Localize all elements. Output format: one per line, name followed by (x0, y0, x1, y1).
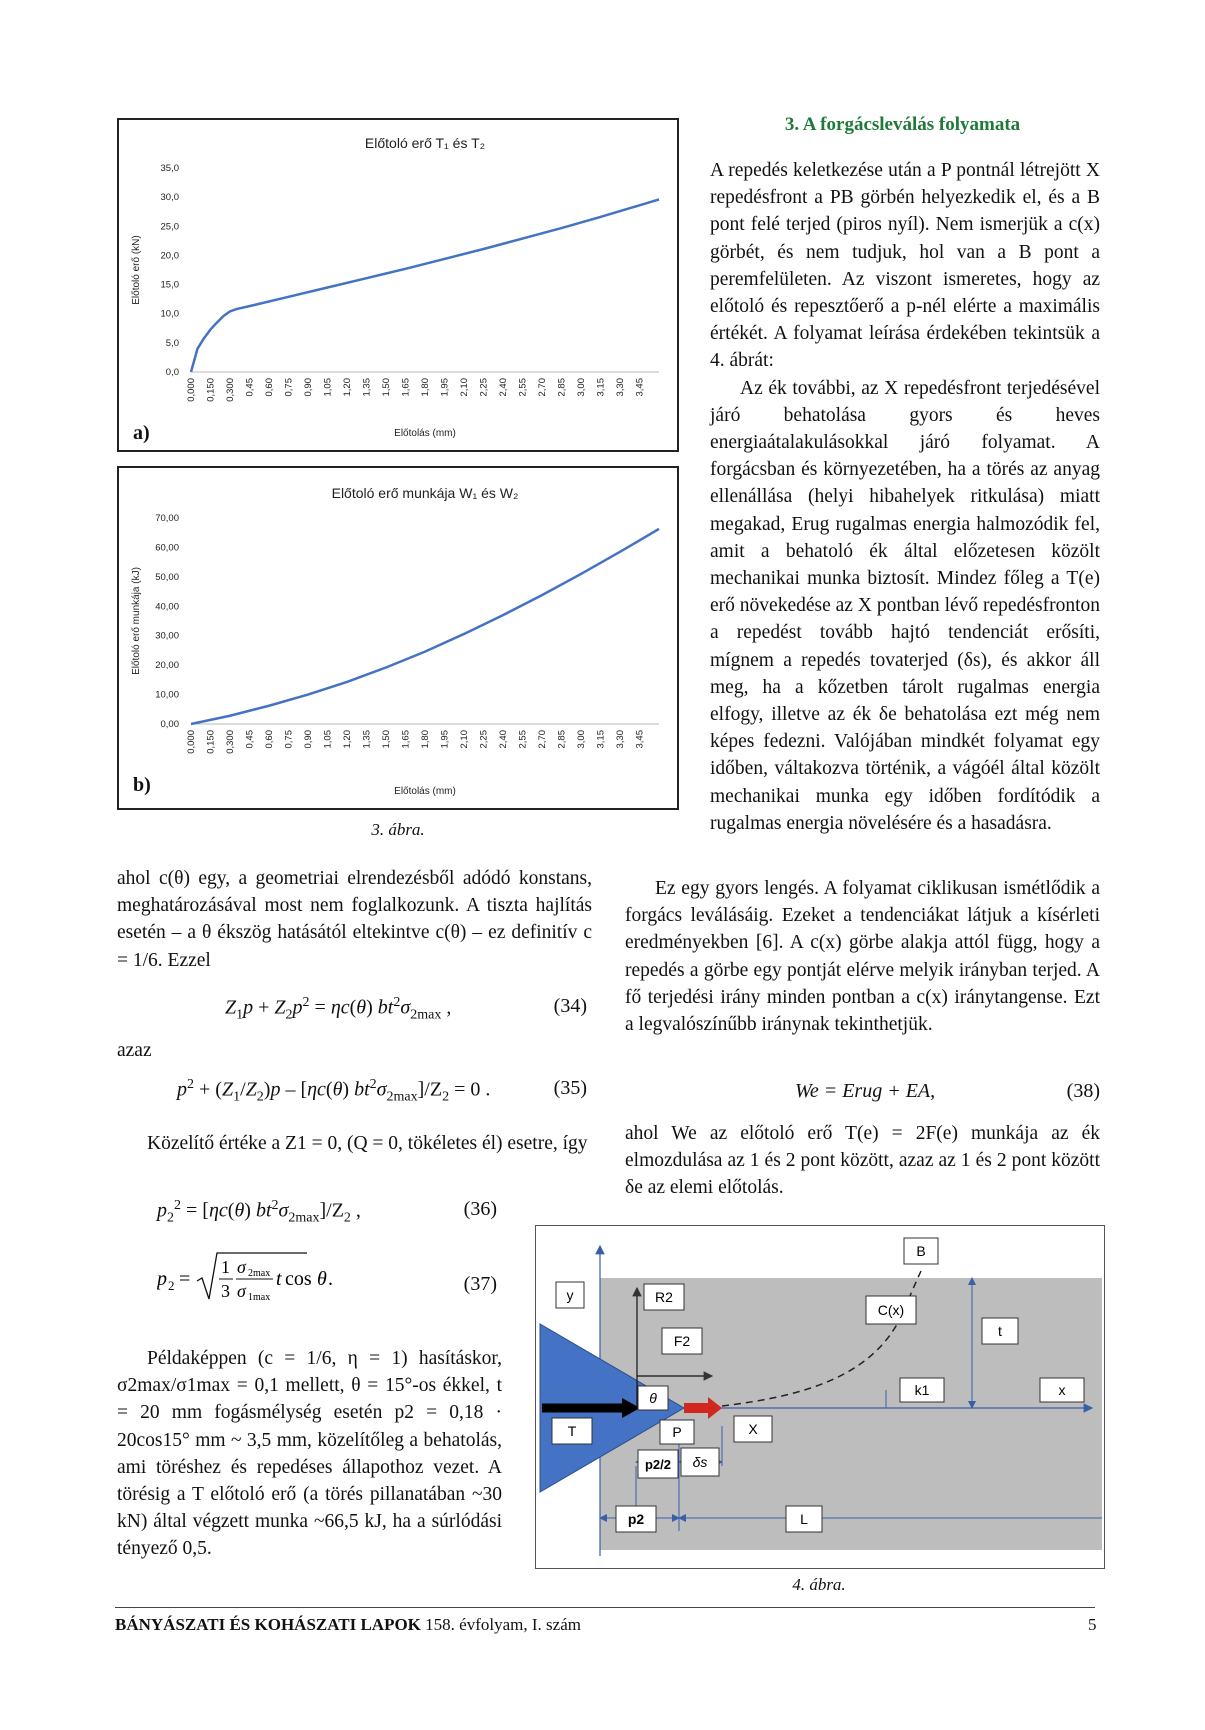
x-tick-label: 1,35 (361, 378, 373, 397)
chart-title: Előtoló erő T₁ és T₂ (364, 135, 486, 151)
section-heading: 3. A forgácsleválás folyamata (784, 114, 1021, 135)
y-tick-label: 25,0 (160, 221, 179, 233)
x-tick-label: 0,60 (264, 378, 275, 397)
x-tick-label: 1,95 (439, 378, 451, 397)
svg-text:2: 2 (168, 1278, 175, 1293)
x-tick-label: 2,40 (498, 378, 509, 397)
x-tick-label: 2,85 (556, 730, 568, 749)
figure-4-diagram (536, 1226, 1104, 1568)
x-tick-label: 1,95 (439, 730, 451, 749)
label-p2half (638, 1450, 678, 1478)
panel-label-a: a) (133, 422, 150, 444)
x-axis-label: Előtolás (mm) (394, 428, 456, 439)
eq35-body: $p^2 + (Z_1/Z_2)p - [\eta c(\theta) bt^2\sigma_{2max}]/Z_2 = 0$ . (177, 1077, 491, 1105)
y-tick-label: 70,00 (155, 513, 179, 524)
svg-text:σ: σ (237, 1281, 246, 1301)
label-k1 (900, 1378, 944, 1402)
y-tick-label: 0,0 (165, 367, 179, 378)
x-tick-label: 2,85 (556, 378, 568, 397)
footer-page-number: 5 (1088, 1615, 1097, 1634)
right-wide-text (625, 875, 1100, 1038)
x-tick-label: 3,45 (634, 730, 646, 749)
label-ds (681, 1448, 719, 1476)
x-tick-label: 2,55 (517, 730, 529, 749)
eq34-body: $Z_1p + Z_2p^2 = \eta c(\theta)$ $bt^2\sigma_{2max}$ , (225, 995, 452, 1023)
x-tick-label: 2,70 (537, 378, 548, 397)
svg-text:1: 1 (221, 1257, 230, 1277)
x-tick-label: 1,65 (400, 730, 412, 749)
footer-journal (115, 1615, 581, 1635)
x-tick-label: 0,60 (264, 730, 275, 749)
svg-text:δs: δs (692, 1454, 708, 1470)
left-paragraph-2-wrap (117, 1130, 592, 1157)
label-P (660, 1420, 694, 1444)
footer-issue: 158. évfolyam, I. szám (425, 1615, 581, 1634)
x-tick-label: 1,20 (342, 730, 353, 749)
x-tick-label: 0,90 (303, 730, 314, 749)
x-tick-label: 0,150 (205, 730, 217, 754)
series-line (191, 199, 659, 372)
x-tick-label: 1,05 (322, 730, 334, 749)
svg-text:t: t (998, 1323, 1002, 1339)
label-t (982, 1318, 1018, 1344)
chart-b (119, 468, 677, 808)
svg-text:L: L (800, 1511, 808, 1527)
y-tick-label: 50,00 (155, 571, 179, 583)
x-tick-label: 0,000 (186, 378, 197, 402)
eq36-number: (36) (463, 1198, 497, 1220)
x-tick-label: 1,35 (361, 730, 373, 749)
svg-text:y: y (566, 1287, 574, 1303)
eq37-body (157, 1247, 407, 1307)
eq37-number: (37) (463, 1273, 497, 1295)
x-tick-label: 3,30 (615, 730, 626, 749)
y-tick-label: 30,0 (160, 192, 179, 204)
svg-text:cos: cos (285, 1268, 312, 1290)
label-F2 (662, 1328, 702, 1354)
x-tick-label: 1,80 (420, 378, 431, 397)
x-tick-label: 2,10 (459, 730, 470, 749)
svg-text:B: B (916, 1243, 926, 1259)
x-tick-label: 0,75 (283, 730, 295, 749)
svg-text:θ: θ (649, 1390, 657, 1406)
label-Cx (866, 1296, 916, 1324)
y-tick-label: 10,0 (160, 308, 179, 320)
x-tick-label: 1,50 (381, 378, 392, 397)
x-tick-label: 1,65 (400, 378, 412, 397)
left-paragraph-1: ahol c(θ) egy, a geometriai elrendezésből adódó konstans, meghatározásával most nem foglalkozunk. A tiszta hajlítás esetén – a θ ékszög hatásától eltekintve c(θ) – ez definitív c = 1/6. Ezzel (117, 868, 592, 971)
y-tick-label: 30,00 (155, 630, 179, 642)
x-tick-label: 3,00 (576, 730, 587, 749)
label-T (552, 1418, 592, 1444)
svg-text:k1: k1 (914, 1382, 930, 1398)
label-X (734, 1416, 772, 1442)
right-paragraph-3: Ez egy gyors lengés. A folyamat ciklikusan ismétlődik a forgács leválásáig. Ezeket a tendenciákat látjuk a kísérleti eredményekben [6]. A c(x) görbe alakja attól függ, hogy a repedés a görbe egy pontját elérve melyik irányban terjed. A fő terjedési irány minden pontban a c(x) iránytangense. Ezt a legvalószínűbb iránynak tekinthetjük. (625, 878, 1100, 1036)
right-column-text (710, 157, 1100, 837)
x-tick-label: 1,80 (420, 730, 431, 749)
fig3-caption: 3. ábra. (371, 820, 425, 839)
svg-text:2max: 2max (248, 1268, 271, 1279)
crack-arrow (684, 1403, 710, 1413)
x-tick-label: 2,55 (517, 378, 529, 397)
series-line (191, 529, 659, 724)
svg-text:p2/2: p2/2 (644, 1457, 672, 1472)
svg-text:C(x): C(x) (877, 1302, 905, 1318)
panel-label-b: b) (133, 774, 151, 796)
svg-text:1max: 1max (248, 1292, 271, 1303)
svg-text:=: = (179, 1268, 191, 1290)
y-tick-label: 15,0 (160, 279, 179, 291)
label-theta (638, 1386, 668, 1410)
equation-37 (117, 1255, 497, 1315)
right-paragraph-4: ahol We az előtoló erő T(e) = 2F(e) munkája az ék elmozdulása az 1 és 2 pont között, azaz az 1 és 2 pont között δe az elemi előtolás. (625, 1123, 1100, 1199)
chart-a (119, 120, 677, 450)
svg-text:P: P (672, 1424, 682, 1440)
y-tick-label: 10,00 (155, 689, 179, 701)
x-tick-label: 0,45 (244, 378, 256, 397)
x-tick-label: 0,45 (244, 730, 256, 749)
svg-text:3: 3 (221, 1281, 230, 1301)
svg-text:p: p (157, 1268, 167, 1290)
x-tick-label: 2,10 (459, 378, 470, 397)
right-paragraph-1: A repedés keletkezése után a P pontnál létrejött X repedésfront a PB görbén helyezkedik el, és a B pont felé terjed (piros nyíl). Nem ismerjük a c(x) görbét, és nem tudjuk, hol van a B pont a peremfelületen. Az viszont ismeretes, hogy az előtoló és repesztőerő a p-nél elérte a maximális értékét. A folyamat leírása érdekében tekintsük a 4. ábrát: (710, 160, 1100, 372)
x-tick-label: 3,15 (595, 378, 607, 397)
svg-text:σ: σ (237, 1257, 246, 1277)
x-tick-label: 1,20 (342, 378, 353, 397)
fig4-caption: 4. ábra. (792, 1575, 846, 1594)
chart-title: Előtoló erő munkája W₁ és W₂ (331, 485, 519, 501)
left-paragraph-3: Példaképpen (c = 1/6, η = 1) hasításkor, σ2max/σ1max = 0,1 mellett, θ = 15°-os ékkel, t = 20 mm fogásmélység esetén p2 = 0,18 · 20cos15° mm ~ 3,5 mm, közelítőleg a behatolás, ami töréshez és repedéses állapothoz vezet. A törésig a T előtoló erő (a törés pillanatában ~30 kN) által végzett munka ~66,5 kJ, ha a súrlódási tényező 0,5. (117, 1348, 502, 1560)
chart-b-frame (117, 466, 679, 810)
y-tick-label: 5,0 (165, 337, 179, 349)
label-B (904, 1238, 938, 1264)
chart-a-frame (117, 118, 679, 452)
label-x (1040, 1378, 1084, 1402)
svg-text:p2: p2 (627, 1511, 645, 1527)
eq34-number: (34) (553, 995, 587, 1017)
y-tick-label: 0,00 (160, 719, 179, 730)
left-paragraph-3-wrap (117, 1345, 502, 1563)
label-y (556, 1282, 584, 1308)
x-tick-label: 3,00 (576, 378, 587, 397)
rock-region (600, 1278, 1102, 1550)
x-tick-label: 0,000 (186, 730, 197, 754)
y-tick-label: 20,00 (155, 660, 179, 672)
footer-rule (115, 1607, 1095, 1608)
x-tick-label: 0,90 (303, 378, 314, 397)
y-tick-label: 20,0 (160, 250, 179, 262)
svg-text:θ: θ (317, 1268, 327, 1290)
x-tick-label: 2,25 (478, 378, 490, 397)
right-paragraph-2: Az ék további, az X repedésfront terjedésével járó behatolása gyors és heves energiaátalakulásokkal járó folyamat. A forgácsban és környezetében, ha a törés az anyag ellenállása (helyi hibahelyek ritkulása) miatt megakad, Erug rugalmas energia halmozódik fel, amit a behatoló ék által előzetesen közölt mechanikai munka biztosít. Mindez főleg a T(e) erő növekedése az X pontban lévő repedésfronton a repedést tovább hajtó tendenciát erősíti, mígnem a repedés tovaterjed (δs), és akkor áll meg, ha a kőzetben tárolt rugalmas energia elfogy, illetve az ék δe behatolása ezt még nem képes fedezni. Valójában mindkét folyamat egy időben, váltakozva történik, a vágóél által közölt mechanikai munka egy időben fordítódik a rugalmas energia növelésére és a hasadásra. (710, 377, 1100, 834)
svg-text:T: T (567, 1423, 577, 1439)
x-tick-label: 3,45 (634, 378, 646, 397)
x-tick-label: 3,15 (595, 730, 607, 749)
y-tick-label: 60,00 (155, 542, 179, 554)
svg-text:X: X (748, 1421, 758, 1437)
x-tick-label: 2,25 (478, 730, 490, 749)
x-tick-label: 1,50 (381, 730, 392, 749)
right-paragraph-4-wrap (625, 1120, 1100, 1202)
svg-text:x: x (1058, 1382, 1066, 1398)
x-tick-label: 0,300 (225, 730, 236, 754)
svg-text:R2: R2 (655, 1289, 673, 1305)
x-tick-label: 0,300 (225, 378, 236, 402)
label-p2 (616, 1506, 656, 1532)
svg-text:t: t (276, 1268, 282, 1290)
x-tick-label: 2,70 (537, 730, 548, 749)
eq38-number: (38) (1066, 1080, 1100, 1102)
left-paragraph-2: Közelítő értéke a Z1 = 0, (Q = 0, tökéletes él) esetre, így (147, 1133, 588, 1154)
footer-journal-name: BÁNYÁSZATI ÉS KOHÁSZATI LAPOK (115, 1615, 421, 1634)
svg-text:F2: F2 (673, 1333, 691, 1349)
x-tick-label: 0,150 (205, 378, 217, 402)
svg-text:.: . (328, 1268, 333, 1290)
eq35-number: (35) (553, 1077, 587, 1099)
y-axis-label: Előtoló erő munkája (kJ) (131, 567, 142, 675)
x-tick-label: 1,05 (322, 378, 334, 397)
label-L (786, 1506, 822, 1532)
y-axis-label: Előtoló erő (kN) (131, 235, 142, 305)
label-R2 (644, 1284, 684, 1310)
eq36-body: $p_2^2 = [\eta c(\theta)$ $bt^2\sigma_{2max}]/Z_2$ , (157, 1198, 361, 1226)
x-tick-label: 3,30 (615, 378, 626, 397)
x-axis-label: Előtolás (mm) (394, 786, 456, 797)
figure-4 (535, 1225, 1105, 1569)
x-tick-label: 0,75 (283, 378, 295, 397)
y-tick-label: 40,00 (155, 601, 179, 613)
x-tick-label: 2,40 (498, 730, 509, 749)
azaz-text: azaz (117, 1040, 152, 1061)
left-paragraph-1-wrap (117, 865, 592, 974)
y-tick-label: 35,0 (160, 163, 179, 174)
eq38-body: We = Erug + EA, (795, 1080, 936, 1102)
